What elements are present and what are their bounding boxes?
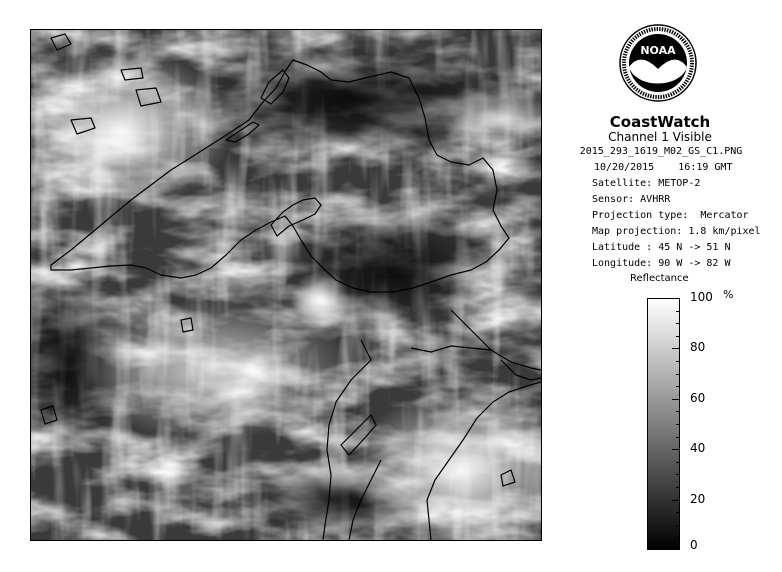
colorbar-tick-mark [672, 399, 680, 400]
colorbar-tick-mark [676, 512, 680, 513]
colorbar-tick-mark [676, 336, 680, 337]
satellite-info: Satellite: METOP-2 [592, 178, 701, 189]
map-projection-info: Map projection: 1.8 km/pixel [592, 226, 761, 237]
legend-unit: % [723, 288, 734, 301]
longitude-info: Longitude: 90 W -> 82 W [592, 258, 731, 269]
noaa-logo-text: NOAA [640, 44, 676, 57]
colorbar-tick-label: 40 [690, 441, 706, 456]
noaa-logo-svg [618, 23, 698, 103]
sensor-info: Sensor: AVHRR [592, 194, 671, 205]
colorbar-tick-mark [672, 549, 680, 550]
colorbar-tick-mark [676, 323, 680, 324]
satellite-image [30, 29, 542, 541]
colorbar-tick-mark [672, 348, 680, 349]
colorbar-tick-mark [676, 487, 680, 488]
legend-title: Reflectance [630, 273, 689, 284]
bright-cloud-region [291, 270, 351, 330]
colorbar-tick-mark [672, 500, 680, 501]
colorbar-tick-mark [676, 462, 680, 463]
satellite-map-svg [31, 30, 541, 540]
projection-type-info: Projection type: Mercator [592, 210, 749, 221]
colorbar-tick-mark [676, 537, 680, 538]
colorbar-tick-label: 60 [690, 390, 706, 405]
channel-subtitle: Channel 1 Visible [608, 130, 712, 144]
colorbar-tick-label: 80 [690, 340, 706, 355]
colorbar-tick-label: 100 [690, 290, 713, 304]
colorbar-tick-mark [676, 437, 680, 438]
product-title: CoastWatch [609, 113, 711, 131]
latitude-info: Latitude : 45 N -> 51 N [592, 242, 731, 253]
colorbar-tick-mark [672, 298, 680, 299]
colorbar-tick-label: 0 [690, 538, 698, 552]
image-filename: 2015_293_1619_M02_GS_C1.PNG [579, 146, 743, 157]
colorbar-tick-mark [676, 424, 680, 425]
colorbar-tick-mark [676, 474, 680, 475]
colorbar-tick-mark [676, 311, 680, 312]
colorbar-tick-mark [676, 411, 680, 412]
colorbar-tick-mark [676, 361, 680, 362]
noaa-logo [618, 23, 698, 103]
colorbar-tick-mark [676, 374, 680, 375]
colorbar-tick-mark [676, 386, 680, 387]
colorbar-tick-mark [676, 525, 680, 526]
colorbar-tick-label: 20 [690, 491, 706, 506]
colorbar-tick-mark [672, 449, 680, 450]
acquisition-datetime: 10/20/2015 16:19 GMT [594, 162, 733, 173]
